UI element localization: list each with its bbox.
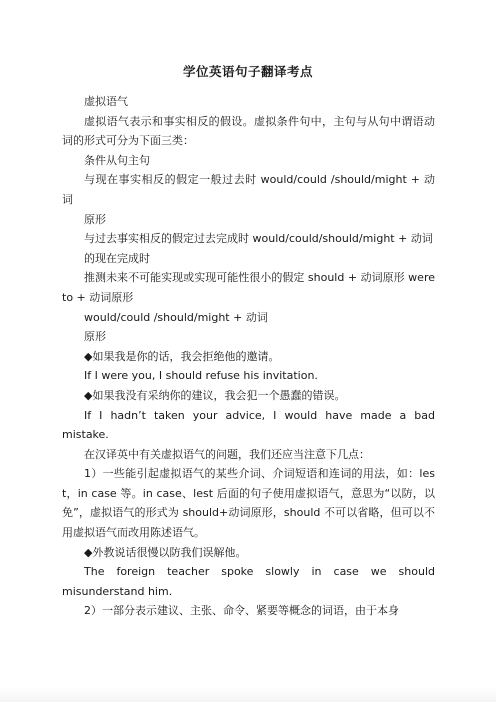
paragraph: 原形 xyxy=(84,212,106,226)
example-chinese: ◆如果我没有采纳你的建议，我会犯一个愚蠢的错误。 xyxy=(84,388,346,402)
example-chinese: ◆如果我是你的话，我会拒绝他的邀请。 xyxy=(84,349,280,363)
example-english: If I hadn’t taken your advice, I would have made a bad mistake. xyxy=(62,408,435,442)
paragraph: 2）一部分表示建议、主张、命令、紧要等概念的词语，由于本身 xyxy=(84,604,399,618)
paragraph: 在汉译英中有关虚拟语气的问题，我们还应当注意下几点： xyxy=(84,447,370,461)
page-bottom-shadow xyxy=(0,688,496,702)
example-english: If I were you, I should refuse his invitation. xyxy=(84,369,318,383)
paragraph: 与过去事实相反的假定过去完成时 would/could/should/might + 动词 xyxy=(84,232,433,246)
paragraph: 1）一些能引起虚拟语气的某些介词、介词短语和连词的用法，如：lest，in case 等。in case、lest 后面的句子使用虚拟语气，意思为“以防，以免”，虚拟语气的形式为 should+动词原形，should 不可以省略，但可以不用虚拟语气而改用陈述语气。 xyxy=(62,467,435,540)
paragraph: 原形 xyxy=(84,330,106,344)
section-heading: 虚拟语气 xyxy=(84,95,128,108)
paragraph: 推测未来不可能实现或实现可能性很小的假定 should + 动词原形 were to + 动词原形 xyxy=(62,271,435,304)
example-chinese: ◆外教说话很慢以防我们误解他。 xyxy=(84,545,247,559)
document-body xyxy=(62,92,435,621)
example-english: The foreign teacher spoke slowly in case we should misunderstand him. xyxy=(62,565,435,598)
paragraph: 虚拟语气表示和事实相反的假设。虚拟条件句中，主句与从句中谓语动词的形式可分为下面三类： xyxy=(62,114,435,148)
table-header-line: 条件从句主句 xyxy=(84,153,150,167)
page-title: 学位英语句子翻译考点 xyxy=(182,64,313,79)
paragraph: would/could /should/might + 动词 xyxy=(84,310,268,324)
paragraph: 与现在事实相反的假定一般过去时 would/could /should/might + 动词 xyxy=(62,173,435,206)
paragraph: 的现在完成时 xyxy=(84,251,150,265)
